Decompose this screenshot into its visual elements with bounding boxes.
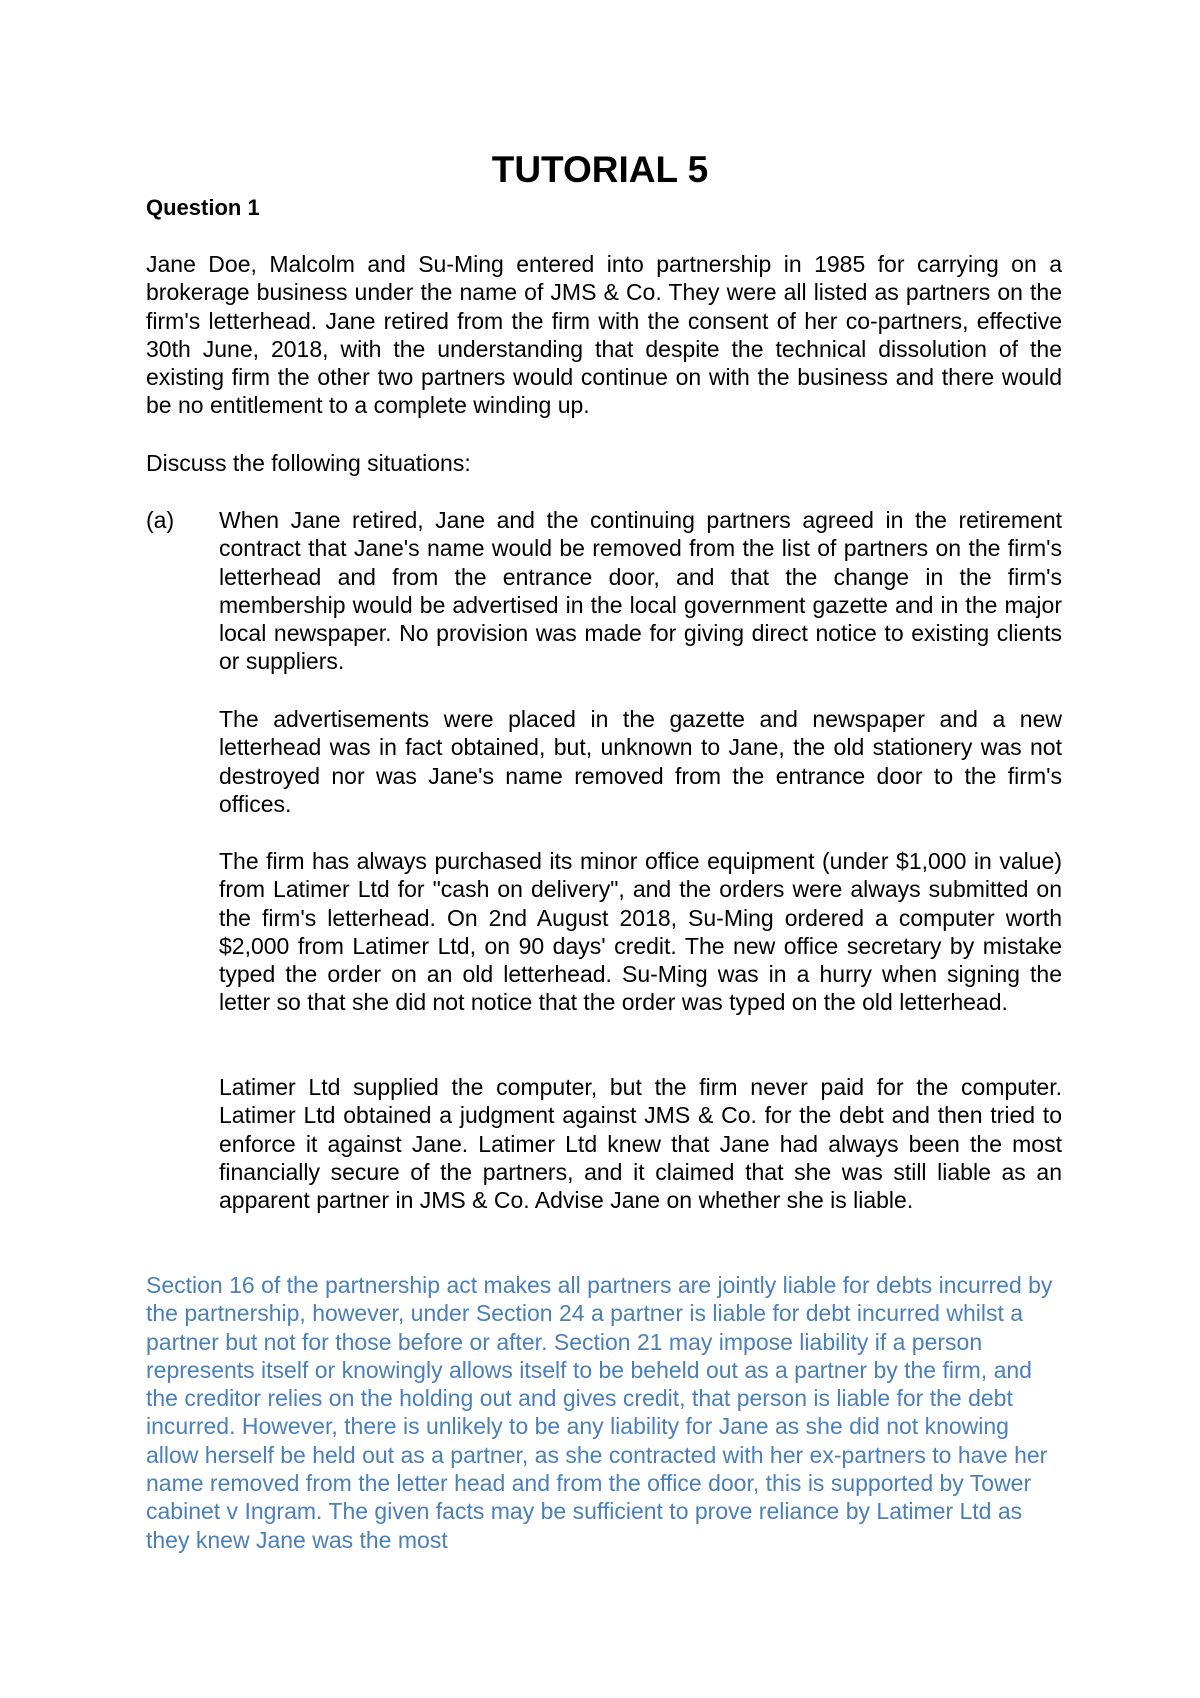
answer-paragraph: Section 16 of the partnership act makes all partners are jointly liable for debts incurred by the partnership, however, under Section 24 a partner is liable for debt incurred whilst a partner but not for those before or after. Section 21 may impose liability if a person represents itself or knowingly allows itself to be beheld out as a partner by the firm, and the creditor relies on the holding out and gives credit, that person is liable for the debt incurred. However, there is unlikely to be any liability for Jane as she did not knowing allow herself be held out as a partner, as she contracted with her ex-partners to have her name removed from the letter head and from the office door, this is supported by Tower cabinet v Ingram. The given facts may be sufficient to prove reliance by Latimer Ltd as they knew Jane was the most [146,1272,1053,1553]
item-a-paragraph-1: When Jane retired, Jane and the continuing partners agreed in the retirement contract that Jane's name would be removed from the list of partners on the firm's letterhead and from the entrance door, and that the change in the firm's membership would be advertised in the local government gazette and in the major local newspaper. No provision was made for giving direct notice to existing clients or suppliers. [219,507,1062,675]
question-heading: Question 1 [146,195,260,220]
discuss-instruction: Discuss the following situations: [146,450,471,476]
item-a-label: (a) [146,507,175,533]
intro-paragraph: Jane Doe, Malcolm and Su-Ming entered into partnership in 1985 for carrying on a brokerage business under the name of JMS & Co. They were all listed as partners on the firm's letterhead. Jane retired from the firm with the consent of her co-partners, effective 30th June, 2018, with the understanding that despite the technical dissolution of the existing firm the other two partners would continue on with the business and there would be no entitlement to a complete winding up. [146,251,1062,419]
item-a-paragraph-4: Latimer Ltd supplied the computer, but the firm never paid for the computer. Latimer Ltd obtained a judgment against JMS & Co. for the debt and then tried to enforce it against Jane. Latimer Ltd knew that Jane had always been the most financially secure of the partners, and it claimed that she was still liable as an apparent partner in JMS & Co. Advise Jane on whether she is liable. [219,1074,1062,1214]
item-a-paragraph-3: The firm has always purchased its minor office equipment (under $1,000 in value) from Latimer Ltd for "cash on delivery", and the orders were always submitted on the firm's letterhead. On 2nd August 2018, Su-Ming ordered a computer worth $2,000 from Latimer Ltd, on 90 days' credit. The new office secretary by mistake typed the order on an old letterhead. Su-Ming was in a hurry when signing the letter so that she did not notice that the order was typed on the old letterhead. [219,848,1062,1016]
item-a-paragraph-2: The advertisements were placed in the gazette and newspaper and a new letterhead was in fact obtained, but, unknown to Jane, the old stationery was not destroyed nor was Jane's name removed from the entrance door to the firm's offices. [219,706,1062,817]
page-title: TUTORIAL 5 [491,149,709,190]
